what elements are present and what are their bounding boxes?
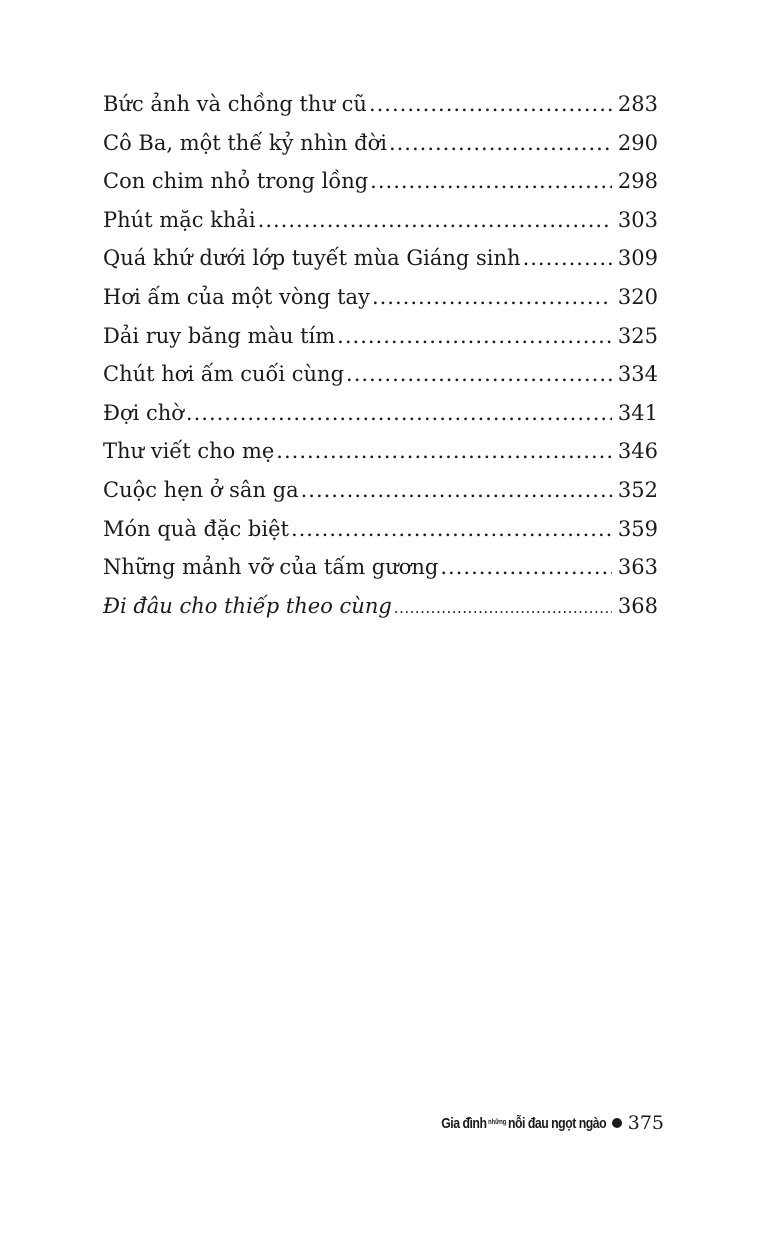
toc-entry-page: 352: [617, 477, 658, 502]
toc-entry-title: Đợi chờ: [103, 400, 184, 425]
running-book-title: [441, 1115, 606, 1132]
toc-entry: [103, 555, 658, 594]
dot-leader: [370, 169, 612, 193]
dot-leader: [440, 555, 612, 579]
page-footer: [405, 1112, 664, 1134]
toc-entry-title: Hơi ấm của một vòng tay: [103, 284, 370, 309]
toc-entry: [103, 594, 658, 633]
toc-entry-title: Bức ảnh và chồng thư cũ: [103, 92, 367, 116]
toc-entry-page: 290: [617, 130, 658, 155]
dot-leader: [372, 285, 612, 309]
toc-entry-page: 325: [617, 323, 658, 348]
toc-entry-page: 303: [617, 207, 658, 232]
toc-entry-title: Phút mặc khải: [103, 207, 256, 232]
toc-entry-page: 283: [617, 92, 658, 116]
dot-leader: [389, 131, 612, 155]
toc-entry-page: 320: [617, 284, 658, 309]
toc-entry-page: 341: [617, 400, 658, 425]
toc-entry-page: 359: [617, 516, 658, 541]
page-number: 375: [627, 1112, 664, 1134]
toc-entry-title: Đi đâu cho thiếp theo cùng: [103, 593, 392, 618]
toc-entry: [103, 131, 658, 170]
toc-entry-title: Thư viết cho mẹ: [103, 439, 275, 464]
dot-leader: [186, 401, 612, 425]
toc-entry: [103, 246, 658, 285]
toc-entry: [103, 92, 658, 131]
book-title-part1: Gia đình: [440, 1114, 487, 1132]
toc-entry: [103, 208, 658, 247]
toc-entry: [103, 169, 658, 208]
toc-entry: [103, 324, 658, 363]
toc-entry-page: 298: [617, 169, 658, 194]
toc-entry-title: Món quà đặc biệt: [103, 516, 289, 541]
toc-entry: [103, 362, 658, 401]
book-title-small-word: những: [487, 1118, 506, 1126]
dot-leader: [301, 478, 612, 502]
toc-entry-title: Dải ruy băng màu tím: [103, 323, 336, 348]
dot-leader: [369, 92, 612, 116]
toc-entry-title: Chút hơi ấm cuối cùng: [103, 362, 345, 387]
toc-entry-title: Cô Ba, một thế kỷ nhìn đời: [103, 130, 387, 155]
dot-leader: [258, 208, 612, 232]
table-of-contents: [103, 92, 658, 632]
dot-leader: [276, 439, 612, 463]
dot-leader: [337, 324, 612, 348]
dot-leader: [394, 599, 612, 617]
toc-entry-page: 368: [617, 593, 658, 618]
dot-leader: [346, 362, 612, 386]
book-title-part2: nỗi đau ngọt ngào: [507, 1114, 606, 1132]
toc-entry-title: Cuộc hẹn ở sân ga: [103, 477, 299, 502]
dot-leader: [523, 246, 612, 270]
dot-leader: [291, 517, 612, 541]
toc-entry-title: Những mảnh vỡ của tấm gương: [103, 555, 439, 580]
toc-entry-title: Quá khứ dưới lớp tuyết mùa Giáng sinh: [103, 246, 521, 271]
toc-entry-page: 363: [617, 555, 658, 580]
toc-entry: [103, 285, 658, 324]
toc-entry: [103, 478, 658, 517]
toc-entry-title: Con chim nhỏ trong lồng: [103, 169, 369, 194]
toc-entry-page: 334: [617, 362, 658, 387]
bullet-icon: [612, 1118, 622, 1128]
toc-entry-page: 346: [617, 439, 658, 464]
toc-entry: [103, 439, 658, 478]
toc-entry: [103, 517, 658, 556]
toc-entry: [103, 401, 658, 440]
toc-entry-page: 309: [617, 246, 658, 271]
